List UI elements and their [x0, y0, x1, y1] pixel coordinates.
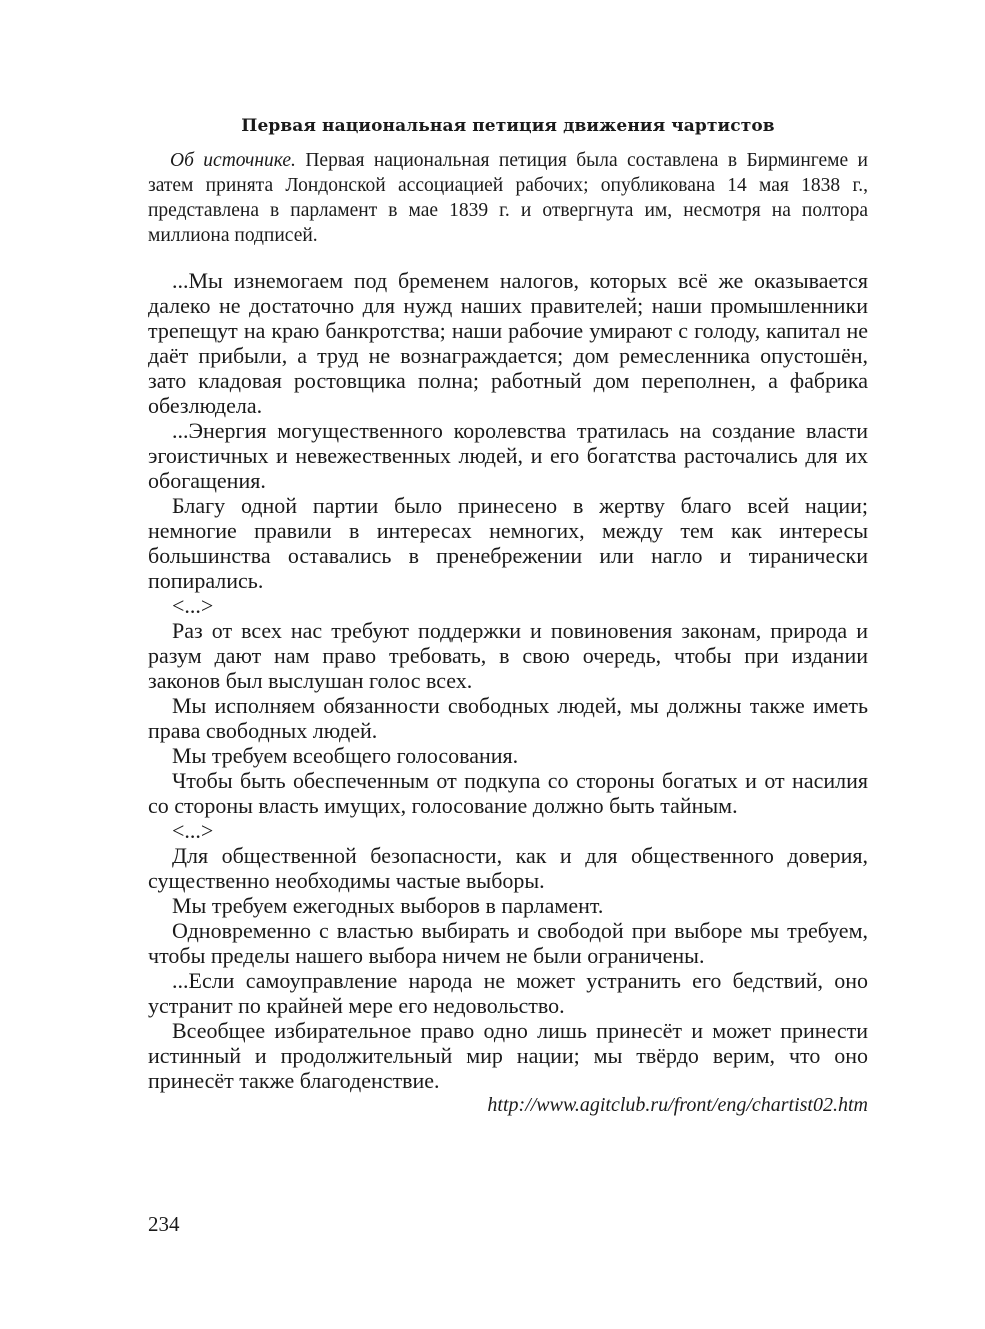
page-number: 234 [148, 1212, 180, 1236]
paragraph: ...Мы изнемогаем под бременем налогов, которых всё же оказывается далеко не достаточно для нужд наших правителей; наши промышленники трепещут на краю банкротства; наши рабочие умирают с голоду, капитал не даёт прибыли, а труд не вознаграждается; дом ремесленника опустошён, зато кладовая ростовщика полна; работный дом переполнен, а фабрика обезлюдела. [148, 268, 868, 418]
paragraph: Мы исполняем обязанности свободных людей, мы должны также иметь права свободных людей. [148, 693, 868, 743]
paragraph: Чтобы быть обеспеченным от подкупа со стороны богатых и от насилия со стороны власть имущих, голосование должно быть тайным. [148, 768, 868, 818]
paragraph: Раз от всех нас требуют поддержки и повиновения законам, природа и разум дают нам право требовать, в свою очередь, чтобы при издании законов был выслушан голос всех. [148, 618, 868, 693]
paragraph: Благу одной партии было принесено в жертву благо всей нации; немногие правили в интересах немногих, между тем как интересы большинства оставались в пренебрежении или нагло и тиранически попирались. [148, 493, 868, 593]
paragraph: Мы требуем ежегодных выборов в парламент. [172, 893, 604, 918]
paragraph: ...Энергия могущественного королевства тратилась на создание власти эгоистичных и невежественных людей, и его богатства расточались для их обогащения. [148, 418, 868, 493]
paragraph: Всеобщее избирательное право одно лишь принесёт и может принести истинный и продолжительный мир нации; мы твёрдо верим, что оно принесёт также благоденствие. [148, 1018, 868, 1093]
source-citation: http://www.agitclub.ru/front/eng/chartist02.htm [487, 1094, 868, 1116]
omission-marker: <...> [172, 593, 214, 618]
source-note-lead: Об источнике. [170, 150, 296, 171]
paragraph: ...Если самоуправление народа не может устранить его бедствий, оно устранит по крайней мере его недовольство. [148, 968, 868, 1018]
paragraph: Для общественной безопасности, как и для общественного доверия, существенно необходимы частые выборы. [148, 843, 868, 893]
document-title: Первая национальная петиция движения чартистов [241, 116, 775, 136]
source-note-text: Первая национальная петиция была составлена в Бирмингеме и затем принята Лондонской ассоциацией рабочих; опубликована 14 мая 1838 г., представлена в парламент в мае 1839 г. и отвергнута им, несмотря на полтора миллиона подписей. [148, 150, 868, 246]
paragraph: Одновременно с властью выбирать и свободой при выборе мы требуем, чтобы пределы нашего выбора ничем не были ограничены. [148, 918, 868, 968]
paragraph: Мы требуем всеобщего голосования. [172, 743, 519, 768]
omission-marker: <...> [172, 818, 214, 843]
page-content [148, 116, 868, 1118]
petition-text [148, 268, 868, 1093]
source-note [148, 148, 868, 248]
